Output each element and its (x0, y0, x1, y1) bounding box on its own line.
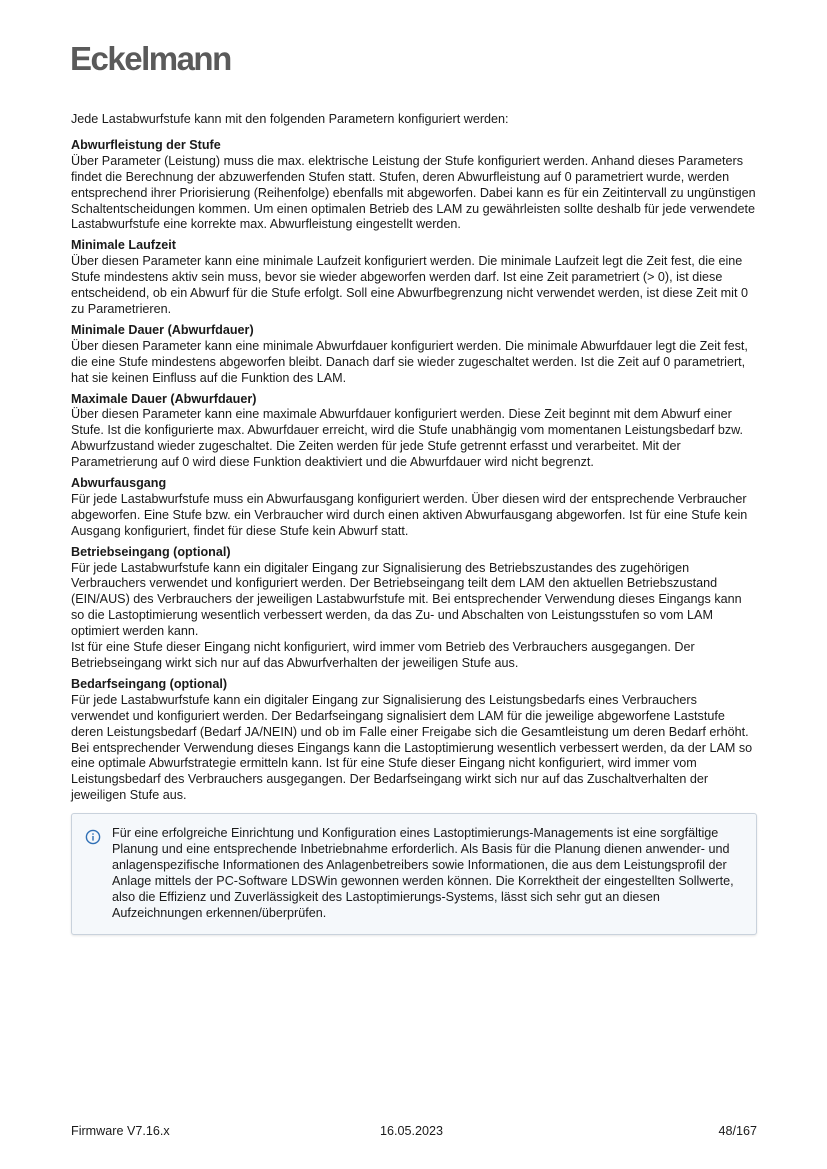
section-heading: Minimale Dauer (Abwurfdauer) (71, 322, 254, 337)
section-paragraph: Für jede Lastabwurfstufe kann ein digitaler Eingang zur Signalisierung des Betriebszustandes des zugehörigen Verbrauchers verwendet und konfiguriert werden. Der Betriebseingang teilt dem LAM den aktuellen Betriebszustand (EIN/AUS) des Verbrauchers der jeweiligen Lastabwurfstufe mit. Bei entsprechender Verwendung dieses Eingangs kann so die Lastoptimierung wesentlich verbessert werden, da das Zu- und Abschalten von Leistungsstufen so vom LAM optimiert werden kann. (71, 560, 742, 639)
section-heading: Maximale Dauer (Abwurfdauer) (71, 391, 257, 406)
section-minimale-dauer (71, 323, 757, 387)
section-maximale-dauer (71, 392, 757, 472)
info-icon (85, 829, 101, 845)
section-paragraph: Über diesen Parameter kann eine minimale Abwurfdauer konfiguriert werden. Die minimale Abwurfdauer legt die Zeit fest, die eine Stufe mindestens abgeworfen bleibt. Danach darf sie wieder zugeschaltet werden. Ist die Zeit auf 0 parametriert, hat sie keinen Einfluss auf die Funktion des LAM. (71, 338, 748, 385)
section-paragraph: Für jede Lastabwurfstufe kann ein digitaler Eingang zur Signalisierung des Leistungsbedarfs eines Verbrauchers verwendet und konfiguriert werden. Der Bedarfseingang signalisiert dem LAM für die jeweilige abgeworfene Laststufe deren Leistungsbedarf (Bedarf JA/NEIN) und ob im Falle einer Freigabe sich die Gesamtleistung um deren Bedarf erhöht. Bei entsprechender Verwendung dieses Eingangs kann die Lastoptimierung wesentlich verbessert werden, da der LAM so eine optimale Abwurfstrategie ermitteln kann. Ist für eine Stufe dieser Eingang nicht konfiguriert, wird immer vom Leistungsbedarf des Verbrauchers ausgegangen. Der Bedarfseingang wirkt sich nur auf das Zuschaltverhalten der jeweiligen Stufe aus. (71, 692, 753, 803)
section-minimale-laufzeit (71, 238, 757, 318)
page-footer (71, 1124, 757, 1140)
section-paragraph: Über Parameter (Leistung) muss die max. elektrische Leistung der Stufe konfiguriert werden. Anhand dieses Parameters findet die Berechnung der abzuwerfenden Stufen statt. Stufen, deren Abwurfleistung auf 0 parametriert wurde, werden entsprechend ihrer Priorisierung (Reihenfolge) ebenfalls mit abgeworfen. Dabei kann es für ein Zeitintervall zu ungünstigen Schaltentscheidungen kommen. Um einen optimalen Betrieb des LAM zu gewährleisten sollte deshalb für jede verwendete Lastabwurfstufe eine korrekte max. Abwurfleistung eingestellt werden. (71, 153, 756, 232)
section-heading: Bedarfseingang (optional) (71, 676, 228, 691)
section-bedarfseingang (71, 677, 757, 804)
section-paragraph: Ist für eine Stufe dieser Eingang nicht konfiguriert, wird immer vom Betrieb des Verbrauchers ausgegangen. Der Betriebseingang wirkt sich nur auf das Abwurfverhalten der jeweiligen Stufe aus. (71, 640, 695, 670)
section-abwurfausgang (71, 476, 757, 540)
info-note-text: Für eine erfolgreiche Einrichtung und Konfiguration eines Lastoptimierungs-Managements ist eine sorgfältige Planung und eine entsprechende Inbetriebnahme erforderlich. Als Basis für die Planung dienen anwender- und anlagenspezifische Informationen des Anlagenbetreibers sowie Informationen, die aus dem Leistungsprofil der Anlage mittels der PC-Software LDSWin gewonnen werden können. Die Korrektheit der eingestellten Sollwerte, also die Effizienz und Zuverlässigkeit des Lastoptimierungs-Systems, lässt sich sehr gut an diesen Aufzeichnungen erkennen/überprüfen. (112, 826, 734, 920)
section-paragraph: Für jede Lastabwurfstufe muss ein Abwurfausgang konfiguriert werden. Über diesen wird der entsprechende Verbraucher abgeworfen. Eine Stufe bzw. ein Verbraucher wird durch einen aktiven Abwurfausgang abgeworfen. Ist für eine Stufe kein Ausgang konfiguriert, findet für diese Stufe kein Abwurf statt. (71, 491, 748, 538)
section-heading: Abwurfausgang (71, 476, 167, 491)
document-body (71, 112, 757, 935)
section-betriebseingang (71, 545, 757, 672)
footer-page-number: 48/167 (718, 1124, 757, 1138)
intro-text: Jede Lastabwurfstufe kann mit den folgenden Parametern konfiguriert werden: (71, 112, 509, 126)
footer-firmware: Firmware V7.16.x (71, 1124, 170, 1138)
footer-date: 16.05.2023 (380, 1124, 444, 1138)
section-abwurfleistung (71, 138, 757, 233)
info-note-box (71, 813, 757, 934)
section-paragraph: Über diesen Parameter kann eine minimale Laufzeit konfiguriert werden. Die minimale Laufzeit legt die Zeit fest, die eine Stufe mindestens aktiv sein muss, bevor sie wieder abgeworfen werden darf. Ist eine Zeit parametriert (> 0), ist diese entscheidend, ob ein Abwurf für die Stufe erfolgt. Soll eine Abwurfbegrenzung nicht verwendet werden, ist diese Zeit mit 0 zu Parametrieren. (71, 254, 748, 316)
section-heading: Minimale Laufzeit (71, 238, 176, 253)
section-heading: Betriebseingang (optional) (71, 544, 231, 559)
company-logo: Eckelmann (70, 40, 231, 77)
section-heading: Abwurfleistung der Stufe (71, 137, 221, 152)
section-paragraph: Über diesen Parameter kann eine maximale Abwurfdauer konfiguriert werden. Diese Zeit beginnt mit dem Abwurf einer Stufe. Ist die konfigurierte max. Abwurfdauer erreicht, wird die Stufe unabhängig vom momentanen Leistungsbedarf bzw. Abwurfzustand wieder zugeschaltet. Die Zeiten werden für jede Stufe getrennt erfasst und verarbeitet. Mit der Parametrierung auf 0 wird diese Funktion deaktiviert und die Abwurfdauer wird nicht begrenzt. (71, 407, 744, 470)
